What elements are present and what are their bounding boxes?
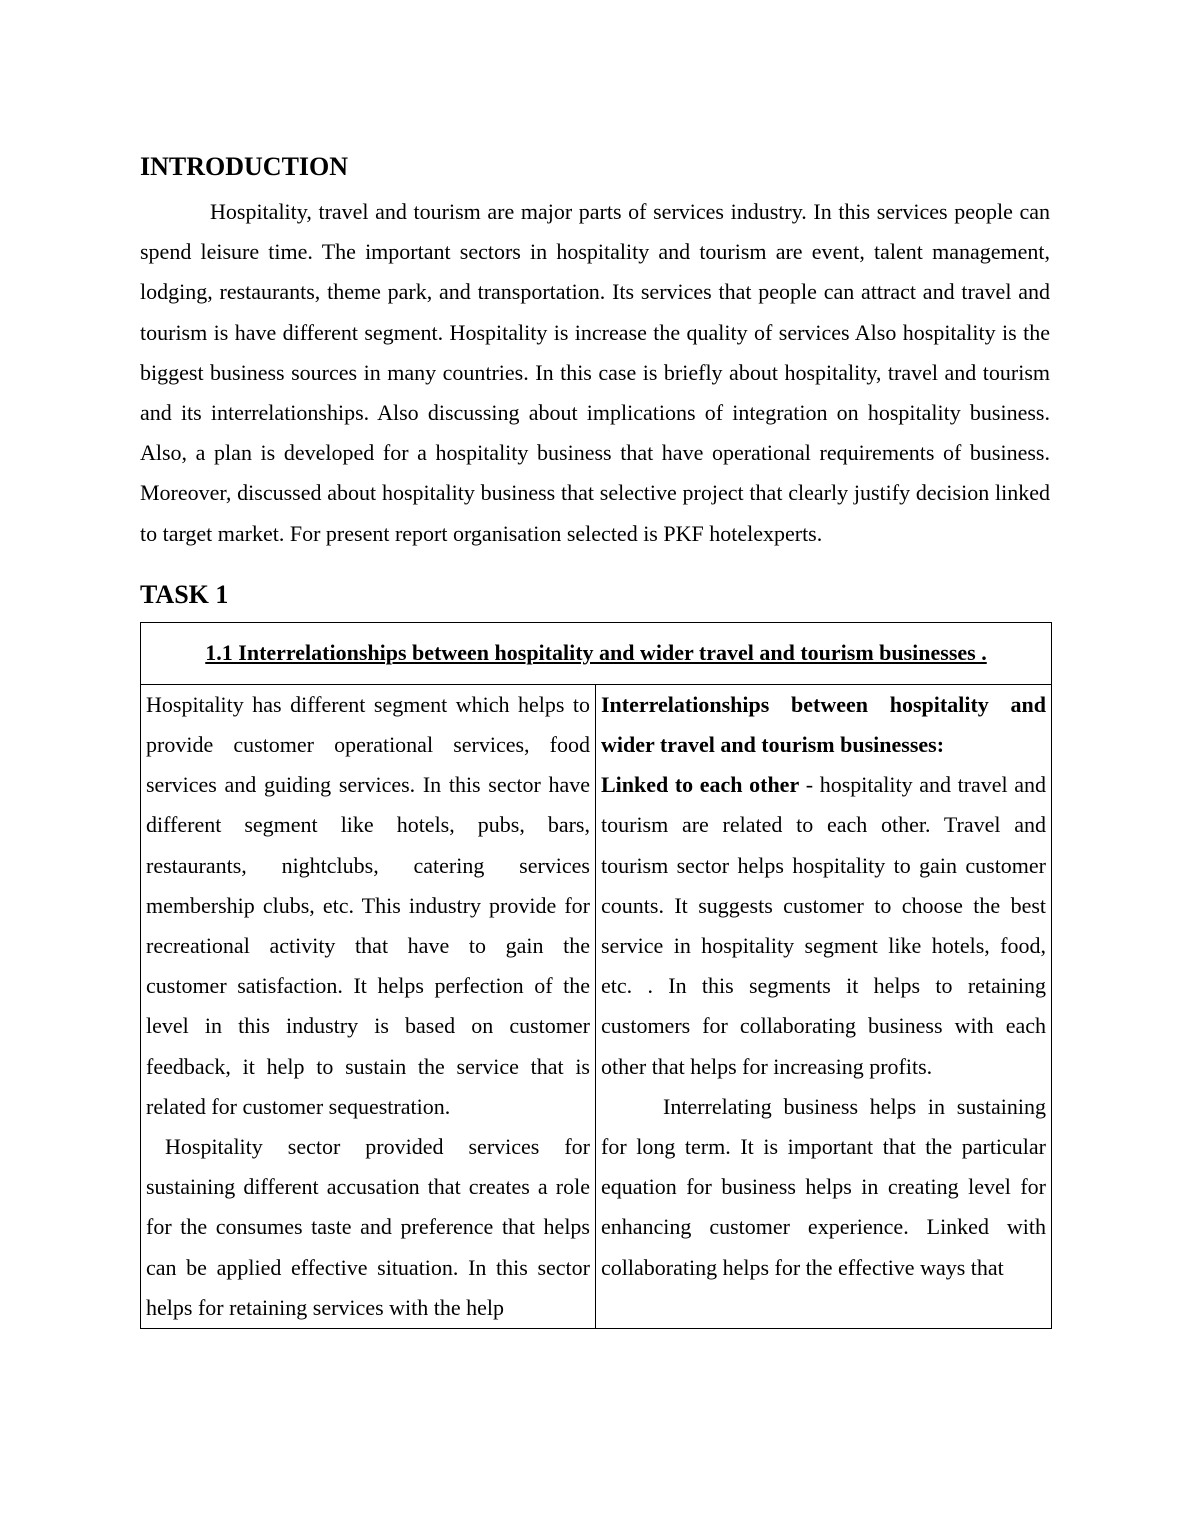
document-page (140, 150, 1050, 1329)
left-column-cell (141, 684, 596, 1328)
table-title-row (141, 622, 1052, 684)
left-paragraph-2: Hospitality sector provided services for sustaining different accusation that creates a role for the consumes taste and preference that helps can be applied effective situation. In this sector helps for retaining services with the help (146, 1134, 590, 1320)
right-column-cell (596, 684, 1052, 1328)
right-paragraph-2: Interrelating business helps in sustaining for long term. It is important that the particular equation for business helps in creating level for enhancing customer experience. Linked with collaborating helps for the effective ways that (601, 1093, 1047, 1280)
task-1-table (140, 622, 1052, 1329)
introduction-heading: INTRODUCTION (140, 152, 349, 181)
task-1-heading: TASK 1 (140, 579, 229, 609)
left-paragraph-1: Hospitality has different segment which helps to provide customer operational services, food services and guiding services. In this sector have different segment like hotels, pubs, bars, restaurants, nightclubs, catering services membership clubs, etc. This industry provide for recreational activity that have to gain the customer satisfaction. It helps perfection of the level in this industry is based on customer feedback, it help to sustain the service that is related for customer sequestration. (146, 691, 590, 1119)
linked-label: Linked to each other (601, 772, 800, 798)
right-heading-text: Interrelationships between hospitality and wider travel and tourism businesses: (601, 691, 1047, 758)
table-content-row (141, 684, 1052, 1328)
right-paragraph-1 (601, 765, 1046, 1087)
introduction-paragraph: Hospitality, travel and tourism are major parts of services industry. In this services people can spend leisure time. The important sectors in hospitality and tourism are event, talent management, lodging, restaurants, theme park, and transportation. Its services that people can attract and travel and tourism is have different segment. Hospitality is increase the quality of services Also hospitality is the biggest business sources in many countries. In this case is briefly about hospitality, travel and tourism and its interrelationships. Also discussing about implications of integration on hospitality business. Also, a plan is developed for a hospitality business that have operational requirements of business. Moreover, discussed about hospitality business that selective project that clearly justify decision linked to target market. For present report organisation selected is PKF hotelexperts. (140, 199, 1050, 546)
table-title: 1.1 Interrelationships between hospitality and wider travel and tourism businesses . (141, 622, 1052, 684)
linked-text: - hospitality and travel and tourism are related to each other. Travel and tourism sector helps hospitality to gain customer counts. It suggests customer to choose the best service in hospitality segment like hotels, food, etc. . In this segments it helps to retaining customers for collaborating business with each other that helps for increasing profits. (601, 772, 1047, 1079)
right-heading (601, 685, 1046, 765)
